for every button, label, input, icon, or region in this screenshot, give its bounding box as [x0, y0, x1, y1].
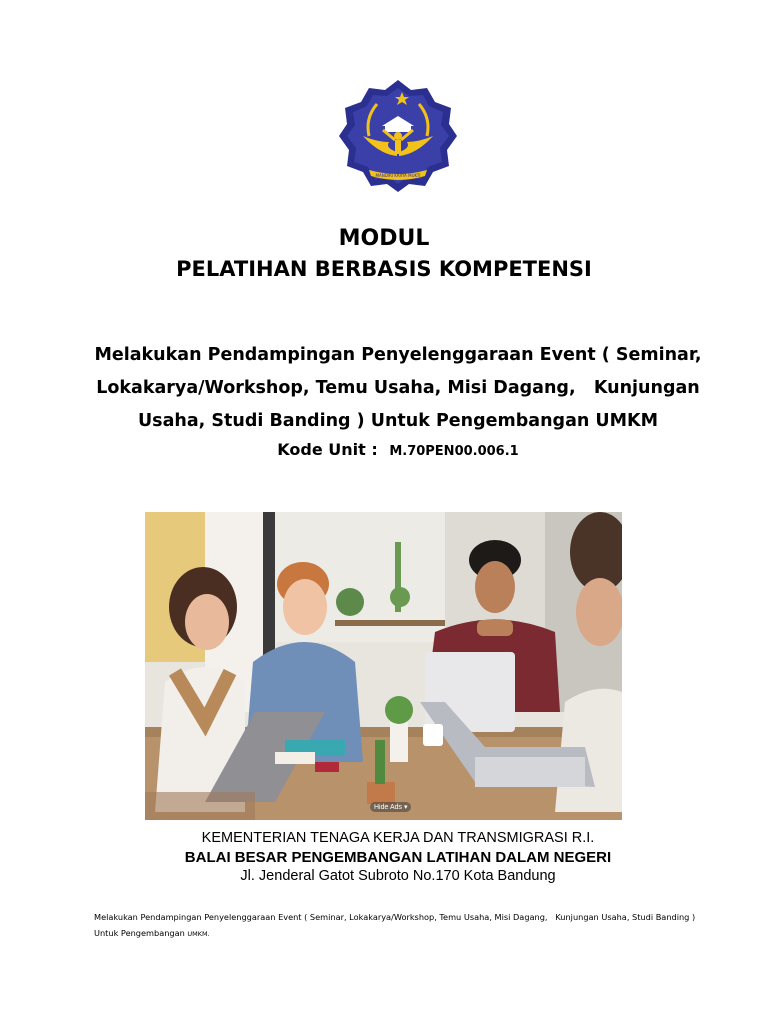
ministry-emblem-icon: [339, 78, 457, 192]
institution-block: [0, 829, 768, 886]
hide-ads-button[interactable]: Hide Ads ▾: [370, 802, 411, 812]
unit-code-label: Kode Unit :: [277, 440, 378, 459]
module-title: [0, 224, 768, 284]
agency-address: Jl. Jenderal Gatot Subroto No.170 Kota Bandung: [240, 868, 556, 884]
subtitle-line-1: Melakukan Pendampingan Penyelenggaraan Event ( Seminar,: [94, 345, 702, 365]
title-line-1: MODUL: [338, 226, 430, 251]
unit-code-value: M.70PEN00.006.1: [389, 444, 519, 459]
agency-name: BALAI BESAR PENGEMBANGAN LATIHAN DALAM NEGERI: [184, 849, 612, 866]
svg-text:MANDIRI KARYA MUKTI: MANDIRI KARYA MUKTI: [375, 173, 421, 178]
subtitle-line-2: Lokakarya/Workshop, Temu Usaha, Misi Dagang, Kunjungan: [96, 378, 700, 398]
team-meeting-photo: [145, 512, 622, 820]
page-footer: [94, 909, 694, 942]
unit-code: [0, 440, 768, 459]
footer-line-2: [94, 925, 694, 942]
footer-line-1: Melakukan Pendampingan Penyelenggaraan Event ( Seminar, Lokakarya/Workshop, Temu Usaha, Misi Dagang, Kunjungan Usaha, Studi Banding ): [94, 912, 696, 922]
footer-line-2-suffix: UMKM.: [187, 930, 210, 938]
footer-line-2-prefix: Untuk Pengembangan: [94, 928, 188, 938]
subtitle-line-3: Usaha, Studi Banding ) Untuk Pengembangan UMKM: [137, 411, 659, 431]
unit-subtitle: [80, 339, 716, 438]
title-line-2: PELATIHAN BERBASIS KOMPETENSI: [176, 257, 592, 281]
ministry-name: KEMENTERIAN TENAGA KERJA DAN TRANSMIGRASI R.I.: [201, 830, 595, 846]
